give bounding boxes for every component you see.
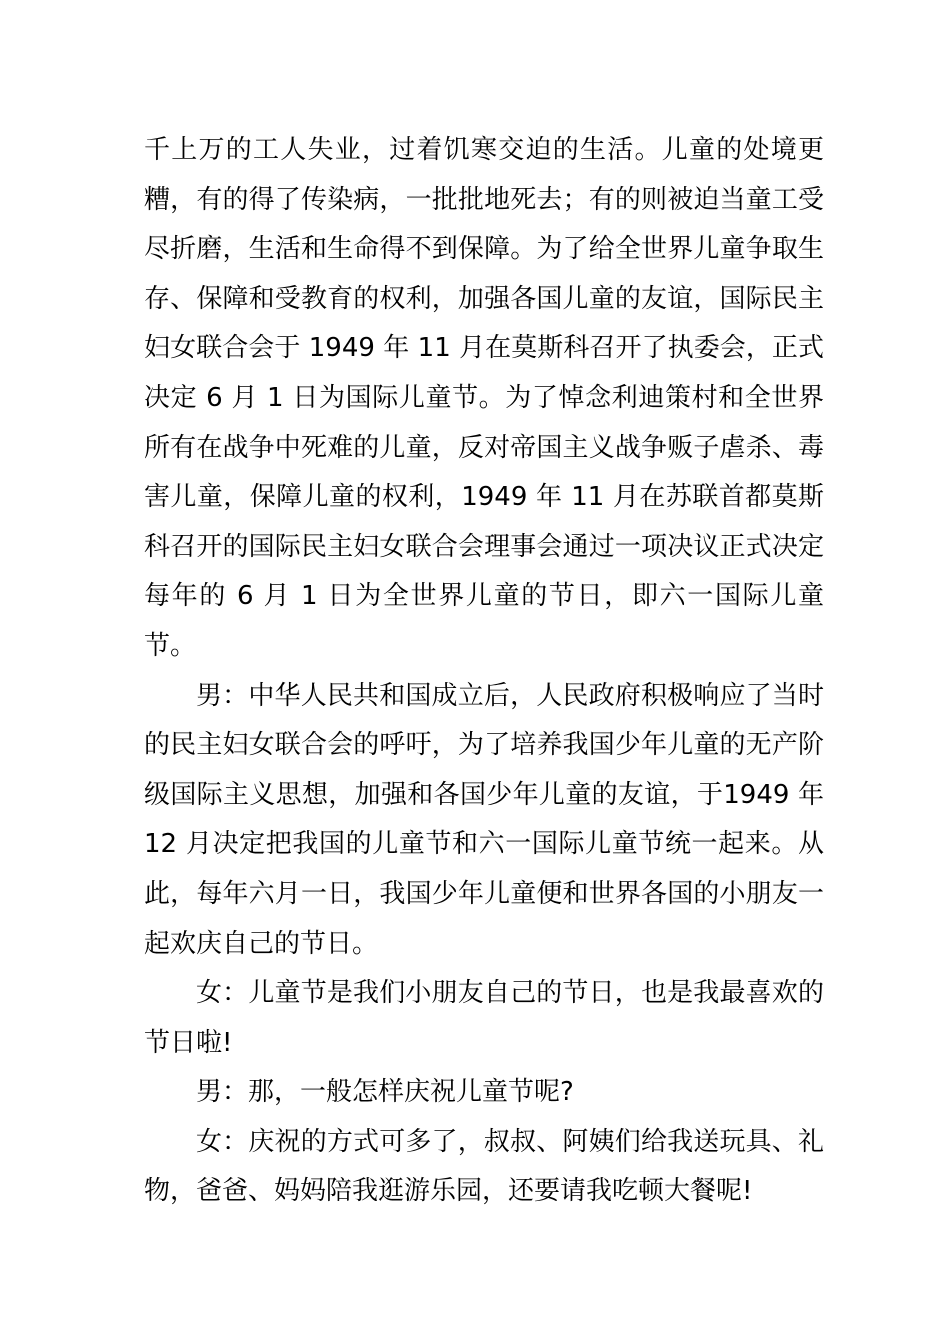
paragraph-male-question: 男：那，一般怎样庆祝儿童节呢? bbox=[196, 1077, 574, 1108]
paragraph-male-history: 男：中华人民共和国成立后，人民政府积极响应了当时的民主妇女联合会的呼吁，为了培养我国少年儿童的无产阶级国际主义思想，加强和各国少年儿童的友谊，于1949 年 12 月决定把我国的儿童节和六一国际儿童节统一起来。从此，每年六月一日，我国少年儿童便和世界各国的小朋友一起欢庆自己的节日。 bbox=[144, 680, 824, 959]
paragraph-female-answer: 女：庆祝的方式可多了，叔叔、阿姨们给我送玩具、礼物，爸爸、妈妈陪我逛游乐园，还要请我吃顿大餐呢! bbox=[144, 1126, 824, 1207]
paragraph-intro: 千上万的工人失业，过着饥寒交迫的生活。儿童的处境更糟，有的得了传染病，一批批地死去；有的则被迫当童工受尽折磨，生活和生命得不到保障。为了给全世界儿童争取生存、保障和受教育的权利，加强各国儿童的友谊，国际民主妇女联合会于 1949 年 11 月在莫斯科召开了执委会，正式决定 6 月 1 日为国际儿童节。为了悼念利迪策村和全世界所有在战争中死难的儿童，反对帝国主义战争贩子虐杀、毒害儿童，保障儿童的权利，1949 年 11 月在苏联首都莫斯科召开的国际民主妇女联合会理事会通过一项决议正式决定每年的 6 月 1 日为全世界儿童的节日，即六一国际儿童节。 bbox=[144, 135, 824, 661]
paragraph-female-favorite: 女：儿童节是我们小朋友自己的节日，也是我最喜欢的节日啦! bbox=[144, 978, 824, 1058]
document-body bbox=[144, 126, 824, 1217]
